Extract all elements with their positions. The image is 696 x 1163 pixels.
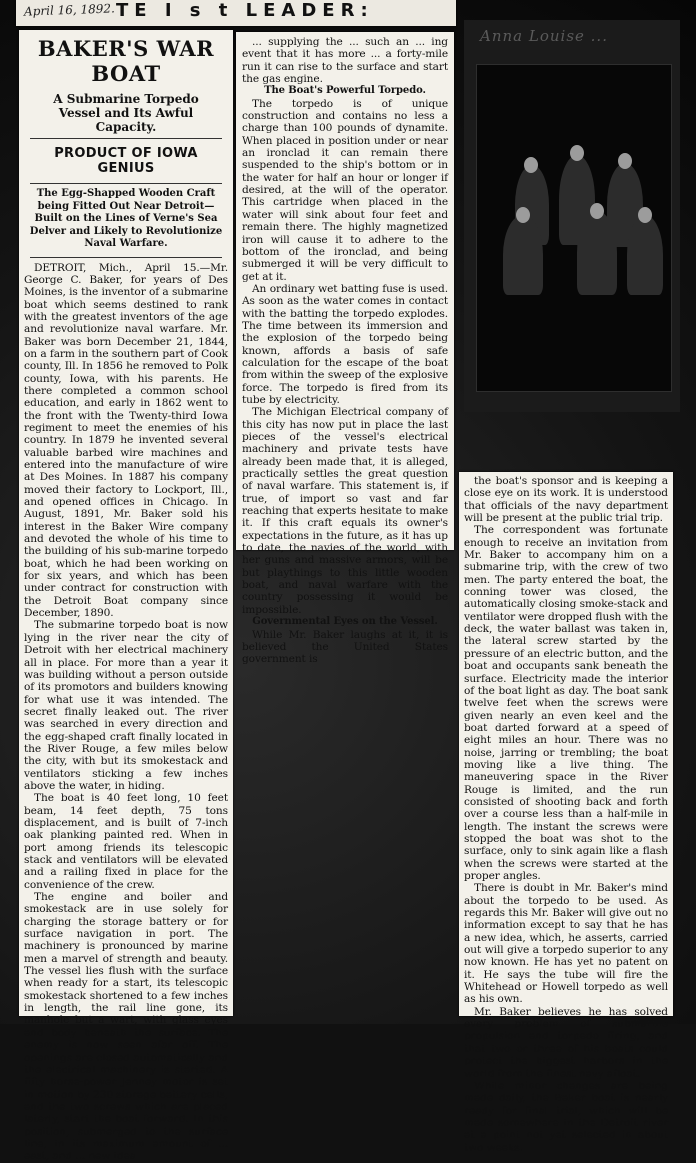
- article-deck-3: The Egg-Shapped Wooden Craft being Fitted Out Near Detroit—Built on the Lines of Verne's Sea Delver and Likely to Revolutionize Naval Warfare.: [29, 188, 223, 249]
- person-face: [524, 157, 538, 173]
- article-column-2: [236, 32, 454, 666]
- person-figure: [503, 215, 543, 295]
- paragraph: While minor changes are being made daily, the Baker boat is nearly ready for final trial, which will be made somewhere in the Detroit river at a point not yet selected in about two weeks.: [464, 1079, 668, 1154]
- paragraph: ... supplying the ... such an ... ing event that it has more ... a forty-mile run it can rise to the surface and start the gas engine.: [242, 36, 448, 86]
- paragraph: Mr. Baker believes he has solved every problem of submarine propulsion and torpedo firing, and that two or three of his boats could protect the biggest harbors in the world from the finest navy afloat.: [464, 1005, 668, 1080]
- group-photograph: [476, 64, 672, 392]
- newspaper-nameplate: TE I s t LEADER:: [116, 0, 374, 21]
- divider: [30, 183, 222, 184]
- person-face: [516, 207, 530, 223]
- divider: [30, 257, 222, 258]
- paragraph: The torpedo is of unique construction and contains no less a charge than 100 pounds of dynamite. When placed in position under or near an ironclad it can remain there suspended to the ship's bottom or in the water for half an hour or longer if desired, at the will of the operator. This cartridge when placed in the water will sink about four feet and remain there. The highly magnetized iron will cause it to adhere to the bottom of the ironclad, and being submerged it will be very difficult to get at it.: [242, 97, 448, 283]
- handwritten-date: April 16, 1892.: [23, 1, 116, 19]
- person-figure: [577, 211, 617, 295]
- paragraph: the boat's sponsor and is keeping a close eye on its work. It is understood that officials of the navy department will be present at the public trial trip.: [464, 475, 668, 525]
- article-column-3: [459, 472, 673, 1154]
- paragraph: An ordinary wet batting fuse is used. As soon as the water comes in contact with the batting the torpedo explodes. The time between its immersion and the explosion of the torpedo being known, affords a basis of safe calculation for the escape of the boat from within the sweep of the explosive force. The torpedo is fired from its tube by electricity.: [242, 282, 448, 406]
- person-face: [570, 145, 584, 161]
- article-headline: BAKER'S WAR BOAT: [37, 36, 215, 86]
- column-2-body: [242, 36, 448, 666]
- photo-caption: Anna Louise ...: [480, 27, 608, 45]
- subheading: The Boat's Powerful Torpedo.: [264, 85, 426, 97]
- article-column-1: [19, 30, 233, 1163]
- paragraph: DETROIT, Mich., April 15.—Mr. George C. Baker, for years of Des Moines, is the inventor of a submarine boat which seems destined to rank with the greatest inventors of the age and revolutionize naval warfare. Mr. Baker was born December 21, 1844, on a farm in the southern part of Cook county, Ill. In 1856 he removed to Polk county, Iowa, with his parents. He there completed a common school education, and early in 1862 went to the front with the Twenty-third Iowa regiment to meet the enemies of his country. In 1879 he invented several valuable barbed wire machines and entered into the manufacture of wire at Des Moines. In 1887 his company moved their factory to Lockport, Ill., and opened offices in Chicago. In August, 1891, Mr. Baker sold his interest in the Baker Wire company and devoted the whole of his time to the building of his sub-marine torpedo boat, which he had been working on for six years, and which has been under contract for construction with the Detroit Boat company since December, 1890.: [24, 261, 228, 620]
- masthead-strip: [16, 0, 456, 26]
- paragraph: The boat is 40 feet long, 10 feet beam, 14 feet depth, 75 tons displacement, and is built of 7-inch oak planking painted red. When in port among friends its telescopic stack and ventilators will be elevated and a railing fixed in place for the convenience of the crew.: [24, 792, 228, 891]
- subheading: Governmental Eyes on the Vessel.: [252, 616, 438, 628]
- column-3-body: [464, 475, 668, 1154]
- person-face: [590, 203, 604, 219]
- paragraph: While Mr. Baker laughs at it, it is believed the United States government is: [242, 628, 448, 666]
- article-deck-1: A Submarine Torpedo Vessel and Its Awful Capacity.: [53, 92, 199, 134]
- column-1-body: [24, 262, 228, 1163]
- article-deck-2: PRODUCT OF IOWA GENIUS: [54, 146, 198, 176]
- divider: [30, 138, 222, 139]
- paragraph: The Michigan Electrical company of this city has now put in place the last pieces of the vessel's electrical machinery and private tests have already been made that, it is alleged, practically settles the great question of naval warfare. This statement is, if true, of import so vast and far reaching that experts hesitate to make it. If this craft equals its owner's expectations in the future, as it has up to date, the navies of the world, with her guns and massive armors, will be but playthings to this little wooden boat, and naval warfare with the country possessing it would be impossible.: [242, 406, 448, 616]
- paragraph: There is doubt in Mr. Baker's mind about the torpedo to be used. As regards this Mr. Baker will give out no information except to say that he has a new idea, which, he asserts, carried out will give a torpedo superior to any now known. He has yet no patent on it. He says the tube will fire the Whitehead or Howell torpedo as well as his own.: [464, 882, 668, 1006]
- person-figure: [627, 215, 663, 295]
- person-face: [638, 207, 652, 223]
- paragraph: The engine and boiler and smokestack are in use solely for charging the storage battery or for surface navigation in port. The machinery is pronounced by marine men a marvel of strength and beauty. The vessel lies flush with the surface when ready for a start, its telescopic smokestack shortened to a few inches in length, the rail line gone, its manhole but a wart, with glass eyes and body beneath the surface. The enemy is now seen afar off. The openings are closed automatically and the electrical machinery is started. A fifty horse-power Jenney motor is set in motion by 230 storage battery cells, and the two screws which are placed laterly, start the boat forward. In this position, submerged to the surface line, in its maximum amount of ... east, and ... new idea: [24, 891, 228, 1163]
- paragraph: The correspondent was fortunate enough to receive an invitation from Mr. Baker to accompany him on a submarine trip, with the crew of two men. The party entered the boat, the conning tower was closed, the automatically closing smoke-stack and ventilator were dropped flush with the deck, the water ballast was taken in, the lateral screw started by the pressure of an electric button, and the boat and occupants sank beneath the surface. Electricity made the interior of the boat light as day. The boat sank twelve feet when the screws were given nearly an even keel and the boat darted forward at a speed of eight miles an hour. There was no noise, jarring or trembling; the boat moving like a live thing. The maneuvering space in the River Rouge is limited, and the run consisted of shooting back and forth over a course less than a half-mile in length. The instant the screws were stopped the boat was shot to the surface, only to sink again like a flash when the screws were started at the proper angles.: [464, 524, 668, 882]
- person-face: [618, 153, 632, 169]
- paragraph: The submarine torpedo boat is now lying in the river near the city of Detroit with her electrical machinery all in place. For more than a year it was building without a person outside of its promotors and builders knowing for what use it was intended. The secret finally leaked out. The river was searched in every direction and the egg-shaped craft finally located in the River Rouge, a few miles below the city, with but its smokestack and ventilators sticking a few inches above the water, in hiding.: [24, 619, 228, 792]
